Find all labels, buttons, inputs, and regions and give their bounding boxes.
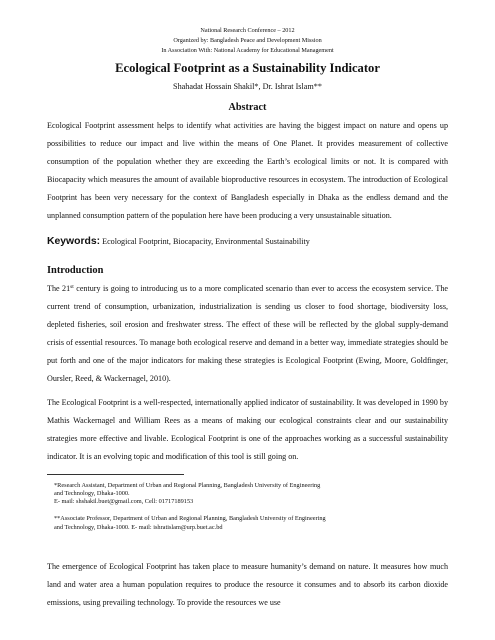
organizer-line: Organized by: Bangladesh Peace and Development Mission — [173, 37, 322, 44]
introduction-heading: Introduction — [47, 264, 104, 276]
footnote-author-2 — [47, 515, 448, 532]
author-list: Shahadat Hossain Shakil*, Dr. Ishrat Islam** — [173, 82, 322, 91]
association-line: In Association With: National Academy for Educational Management — [161, 47, 334, 54]
footnote-separator — [47, 474, 184, 475]
keywords-label: Keywords: — [47, 235, 101, 247]
footnote-2-line-2: and Technology, Dhaka-1000. E- mail: ishratislam@urp.buet.ac.bd — [54, 523, 223, 531]
footnote-2-line-1: **Associate Professor, Department of Urban and Regional Planning, Bangladesh University of Engineering — [54, 515, 326, 523]
footnote-1-line-3: E- mail: shshakil.buet@gmail.com, Cell: 01717189153 — [54, 498, 194, 506]
footnote-1-line-1: *Research Assistant, Department of Urban and Regional Planning, Bangladesh University of Engineering — [54, 481, 321, 489]
footnote-1-line-2: and Technology, Dhaka-1000. — [54, 489, 130, 497]
conference-line: National Research Conference – 2012 — [200, 27, 295, 34]
introduction-paragraph-1 — [47, 280, 448, 389]
abstract-text: Ecological Footprint assessment helps to identify what activities are having the biggest impact on nature and opens up possibilities to reduce our impact and live within the means of One Planet. It provides measurement of collective consumption of the population whether they are exceeding the Earth’s ecological limits or not. It is compared with Biocapacity which measures the amount of available bioproductive resources in ecosystem. The introduction of Ecological Footprint has been very necessary for the context of Bangladesh especially in Dhaka as the endless demand and the unplanned consumption pattern of the population here have been producing a very unsustainable situation. — [47, 121, 448, 221]
introduction-paragraph-3: The emergence of Ecological Footprint has taken place to measure humanity’s demand on nature. It measures how much land and water area a human population requires to produce the resource it consumes and to absorb its carbon dioxide emissions, using prevailing technology. To provide the resources we use — [47, 561, 448, 608]
paper-title: Ecological Footprint as a Sustainability Indicator — [115, 61, 380, 75]
keywords-text: Ecological Footprint, Biocapacity, Environmental Sustainability — [100, 236, 310, 246]
introduction-paragraph-2: The Ecological Footprint is a well-respected, internationally applied indicator of sustainability. It was developed in 1990 by Mathis Wackernagel and William Rees as a means of making our ecological constraints clear and our sustainability strategies more effective and livable. Ecological Footprint is one of the approaches working as a successful sustainability indicator. It is an evolving topic and modification of this tool is still going on. — [47, 398, 448, 462]
keywords-line — [47, 236, 448, 248]
p1-start: The 21 — [47, 283, 71, 293]
p1-superscript: st — [70, 283, 74, 290]
footnote-author-1 — [47, 482, 448, 507]
abstract-heading: Abstract — [228, 102, 267, 113]
p1-rest: century is going to introducing us to a more complicated scenario than ever to access the ecosystem service. The current trend of consumption, urbanization, industrialization is sending us closer to food shortage, biodiversity loss, depleted fisheries, soil erosion and freshwater stress. The effect of these will be reflected by the global supply-demand crisis of essential resources. To manage both ecological reserve and demand in a better way, immediate strategies should be put forth and one of the major indicators for making these strategies is Ecological Footprint (Ewing, Moore, Goldfinger, Oursler, Reed, & Wackernagel, 2010). — [47, 283, 448, 384]
